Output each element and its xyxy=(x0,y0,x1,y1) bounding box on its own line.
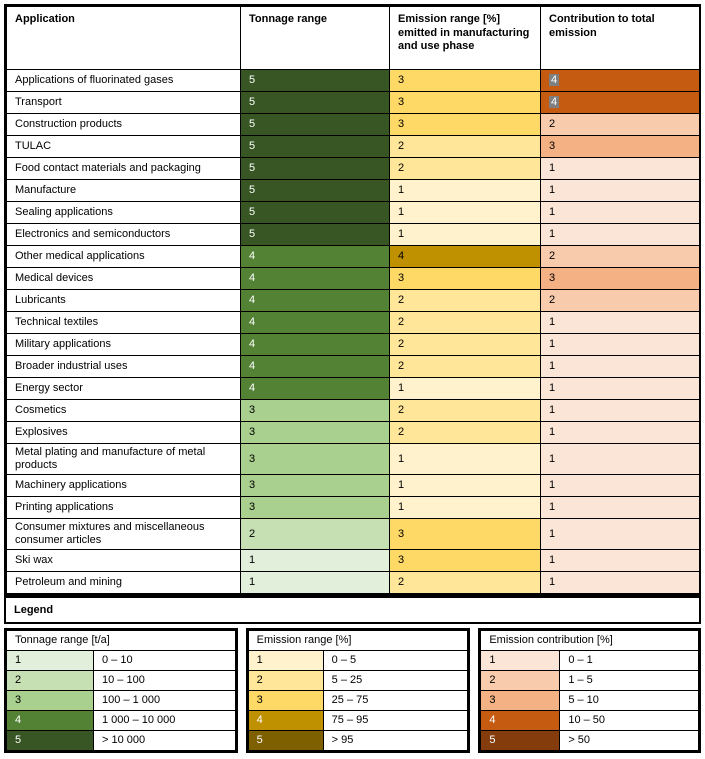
contribution-value-cell: 1 xyxy=(541,378,700,400)
legend-swatch-cell: 1 xyxy=(481,651,560,671)
table-row xyxy=(7,224,700,246)
contribution-value-cell: 1 xyxy=(541,519,700,550)
emission-value-cell: 1 xyxy=(390,180,541,202)
legend-subtable-tonnage xyxy=(4,628,238,753)
legend-swatch-cell: 1 xyxy=(248,651,323,671)
tonnage-value-cell: 3 xyxy=(241,475,390,497)
tonnage-value-cell: 5 xyxy=(241,202,390,224)
table-row xyxy=(7,158,700,180)
emission-value-cell: 2 xyxy=(390,158,541,180)
legend-table-tonnage xyxy=(6,630,236,751)
legend-swatch-cell: 2 xyxy=(248,671,323,691)
legend-swatch-cell: 3 xyxy=(7,691,94,711)
table-row xyxy=(7,334,700,356)
tonnage-value-cell: 4 xyxy=(241,334,390,356)
tonnage-value-cell: 4 xyxy=(241,356,390,378)
contribution-value-cell: 1 xyxy=(541,497,700,519)
contribution-value-cell: 1 xyxy=(541,444,700,475)
contribution-value-cell: 1 xyxy=(541,334,700,356)
emission-value-cell: 2 xyxy=(390,356,541,378)
legend-row xyxy=(7,691,236,711)
legend-row xyxy=(481,711,699,731)
contribution-value-cell: 1 xyxy=(541,312,700,334)
legend-title: Legend xyxy=(4,596,701,624)
table-row xyxy=(7,136,700,158)
emission-value-cell: 1 xyxy=(390,378,541,400)
legend-subtable-contribution xyxy=(478,628,701,753)
application-cell: Sealing applications xyxy=(7,202,241,224)
application-cell: Food contact materials and packaging xyxy=(7,158,241,180)
legend-swatch-cell: 4 xyxy=(481,711,560,731)
table-row xyxy=(7,92,700,114)
emission-value-cell: 2 xyxy=(390,312,541,334)
legend-table-emission xyxy=(248,630,469,751)
main-table-body xyxy=(7,70,700,594)
application-cell: Printing applications xyxy=(7,497,241,519)
legend-row xyxy=(7,671,236,691)
tonnage-value-cell: 3 xyxy=(241,422,390,444)
legend-swatch-cell: 3 xyxy=(248,691,323,711)
application-cell: Energy sector xyxy=(7,378,241,400)
table-row xyxy=(7,290,700,312)
application-table-wrapper xyxy=(4,4,701,596)
legend-swatch-cell: 4 xyxy=(7,711,94,731)
legend-header-emission: Emission range [%] xyxy=(248,631,468,651)
legend-swatch-cell: 2 xyxy=(7,671,94,691)
tonnage-value-cell: 5 xyxy=(241,70,390,92)
legend-header-row xyxy=(481,631,699,651)
application-cell: Other medical applications xyxy=(7,246,241,268)
table-row xyxy=(7,400,700,422)
legend-range-cell: 5 – 25 xyxy=(323,671,468,691)
emission-value-cell: 1 xyxy=(390,497,541,519)
tonnage-value-cell: 5 xyxy=(241,180,390,202)
application-cell: Medical devices xyxy=(7,268,241,290)
legend-range-cell: 0 – 1 xyxy=(560,651,699,671)
tonnage-value-cell: 4 xyxy=(241,246,390,268)
legend-row xyxy=(248,731,468,751)
contribution-value-cell: 1 xyxy=(541,356,700,378)
table-row xyxy=(7,572,700,594)
legend-row xyxy=(481,671,699,691)
legend-subtable-emission xyxy=(246,628,471,753)
legend-swatch-cell: 3 xyxy=(481,691,560,711)
contribution-value-cell: 1 xyxy=(541,224,700,246)
application-cell: TULAC xyxy=(7,136,241,158)
legend-range-cell: > 95 xyxy=(323,731,468,751)
emission-value-cell: 1 xyxy=(390,202,541,224)
legend-swatch-cell: 5 xyxy=(7,731,94,751)
tonnage-value-cell: 5 xyxy=(241,92,390,114)
legend-range-cell: 0 – 10 xyxy=(94,651,236,671)
legend-row xyxy=(7,651,236,671)
emission-value-cell: 3 xyxy=(390,70,541,92)
contribution-value-cell: 3 xyxy=(541,268,700,290)
emission-value-cell: 1 xyxy=(390,444,541,475)
highlighted-value: 4 xyxy=(551,74,558,86)
tonnage-value-cell: 3 xyxy=(241,444,390,475)
contribution-value-cell: 1 xyxy=(541,422,700,444)
legend-table-contribution xyxy=(480,630,699,751)
legend-swatch-cell: 5 xyxy=(248,731,323,751)
legend-row xyxy=(248,671,468,691)
tonnage-value-cell: 4 xyxy=(241,268,390,290)
table-row xyxy=(7,356,700,378)
table-row xyxy=(7,246,700,268)
tonnage-value-cell: 5 xyxy=(241,224,390,246)
tonnage-value-cell: 4 xyxy=(241,312,390,334)
application-cell: Military applications xyxy=(7,334,241,356)
table-row xyxy=(7,444,700,475)
emission-value-cell: 3 xyxy=(390,519,541,550)
emission-value-cell: 3 xyxy=(390,114,541,136)
contribution-value-cell: 1 xyxy=(541,202,700,224)
table-row xyxy=(7,312,700,334)
legend-tables xyxy=(4,628,701,759)
tonnage-value-cell: 1 xyxy=(241,550,390,572)
emission-value-cell: 2 xyxy=(390,290,541,312)
legend-row xyxy=(7,731,236,751)
application-cell: Machinery applications xyxy=(7,475,241,497)
table-row xyxy=(7,519,700,550)
emission-value-cell: 3 xyxy=(390,268,541,290)
header-tonnage-range: Tonnage range xyxy=(241,7,390,70)
table-row xyxy=(7,550,700,572)
legend-range-cell: 75 – 95 xyxy=(323,711,468,731)
contribution-value-cell: 1 xyxy=(541,572,700,594)
legend-range-cell: 0 – 5 xyxy=(323,651,468,671)
tonnage-value-cell: 3 xyxy=(241,497,390,519)
tonnage-value-cell: 5 xyxy=(241,158,390,180)
application-cell: Applications of fluorinated gases xyxy=(7,70,241,92)
emission-value-cell: 2 xyxy=(390,334,541,356)
contribution-value-cell: 2 xyxy=(541,290,700,312)
legend-range-cell: 10 – 50 xyxy=(560,711,699,731)
legend-range-cell: > 50 xyxy=(560,731,699,751)
tonnage-value-cell: 4 xyxy=(241,290,390,312)
tonnage-value-cell: 4 xyxy=(241,378,390,400)
application-cell: Construction products xyxy=(7,114,241,136)
application-cell: Ski wax xyxy=(7,550,241,572)
emission-value-cell: 2 xyxy=(390,572,541,594)
contribution-value-cell xyxy=(541,92,700,114)
table-row xyxy=(7,202,700,224)
application-cell: Manufacture xyxy=(7,180,241,202)
table-row xyxy=(7,114,700,136)
contribution-value-cell: 1 xyxy=(541,158,700,180)
emission-value-cell: 1 xyxy=(390,224,541,246)
tonnage-value-cell: 3 xyxy=(241,400,390,422)
emission-value-cell: 4 xyxy=(390,246,541,268)
header-row xyxy=(7,7,700,70)
emission-value-cell: 2 xyxy=(390,136,541,158)
contribution-value-cell: 2 xyxy=(541,114,700,136)
highlighted-value: 4 xyxy=(551,96,558,108)
tonnage-value-cell: 2 xyxy=(241,519,390,550)
legend-header-tonnage: Tonnage range [t/a] xyxy=(7,631,236,651)
table-row xyxy=(7,180,700,202)
legend-range-cell: > 10 000 xyxy=(94,731,236,751)
table-row xyxy=(7,422,700,444)
legend-header-contribution: Emission contribution [%] xyxy=(481,631,699,651)
legend-row xyxy=(248,691,468,711)
legend-row xyxy=(481,651,699,671)
application-cell: Transport xyxy=(7,92,241,114)
application-cell: Cosmetics xyxy=(7,400,241,422)
header-application: Application xyxy=(7,7,241,70)
contribution-value-cell: 1 xyxy=(541,180,700,202)
application-cell: Broader industrial uses xyxy=(7,356,241,378)
application-table xyxy=(6,6,700,594)
legend-header-row xyxy=(7,631,236,651)
legend-header-row xyxy=(248,631,468,651)
application-cell: Lubricants xyxy=(7,290,241,312)
header-contribution: Contribution to total emission xyxy=(541,7,700,70)
legend-range-cell: 5 – 10 xyxy=(560,691,699,711)
application-cell: Electronics and semiconductors xyxy=(7,224,241,246)
legend-row xyxy=(248,651,468,671)
table-row xyxy=(7,268,700,290)
legend-swatch-cell: 4 xyxy=(248,711,323,731)
legend-swatch-cell: 5 xyxy=(481,731,560,751)
emission-value-cell: 3 xyxy=(390,92,541,114)
legend-row xyxy=(248,711,468,731)
table-row xyxy=(7,497,700,519)
legend-range-cell: 10 – 100 xyxy=(94,671,236,691)
tonnage-value-cell: 5 xyxy=(241,114,390,136)
contribution-value-cell: 3 xyxy=(541,136,700,158)
application-cell: Explosives xyxy=(7,422,241,444)
legend-swatch-cell: 2 xyxy=(481,671,560,691)
table-row xyxy=(7,70,700,92)
contribution-value-cell: 2 xyxy=(541,246,700,268)
emission-value-cell: 2 xyxy=(390,400,541,422)
legend-row xyxy=(7,711,236,731)
table-row xyxy=(7,378,700,400)
header-emission-range: Emission range [%] emitted in manufacturing and use phase xyxy=(390,7,541,70)
emission-value-cell: 2 xyxy=(390,422,541,444)
legend-range-cell: 1 000 – 10 000 xyxy=(94,711,236,731)
contribution-value-cell: 1 xyxy=(541,475,700,497)
application-cell: Consumer mixtures and miscellaneous consumer articles xyxy=(7,519,241,550)
application-cell: Petroleum and mining xyxy=(7,572,241,594)
contribution-value-cell xyxy=(541,70,700,92)
legend-swatch-cell: 1 xyxy=(7,651,94,671)
contribution-value-cell: 1 xyxy=(541,550,700,572)
application-cell: Technical textiles xyxy=(7,312,241,334)
contribution-value-cell: 1 xyxy=(541,400,700,422)
legend-range-cell: 25 – 75 xyxy=(323,691,468,711)
tonnage-value-cell: 1 xyxy=(241,572,390,594)
emission-value-cell: 1 xyxy=(390,475,541,497)
legend-row xyxy=(481,731,699,751)
legend-range-cell: 1 – 5 xyxy=(560,671,699,691)
tonnage-value-cell: 5 xyxy=(241,136,390,158)
table-row xyxy=(7,475,700,497)
legend-range-cell: 100 – 1 000 xyxy=(94,691,236,711)
legend-row xyxy=(481,691,699,711)
emission-value-cell: 3 xyxy=(390,550,541,572)
application-cell: Metal plating and manufacture of metal products xyxy=(7,444,241,475)
